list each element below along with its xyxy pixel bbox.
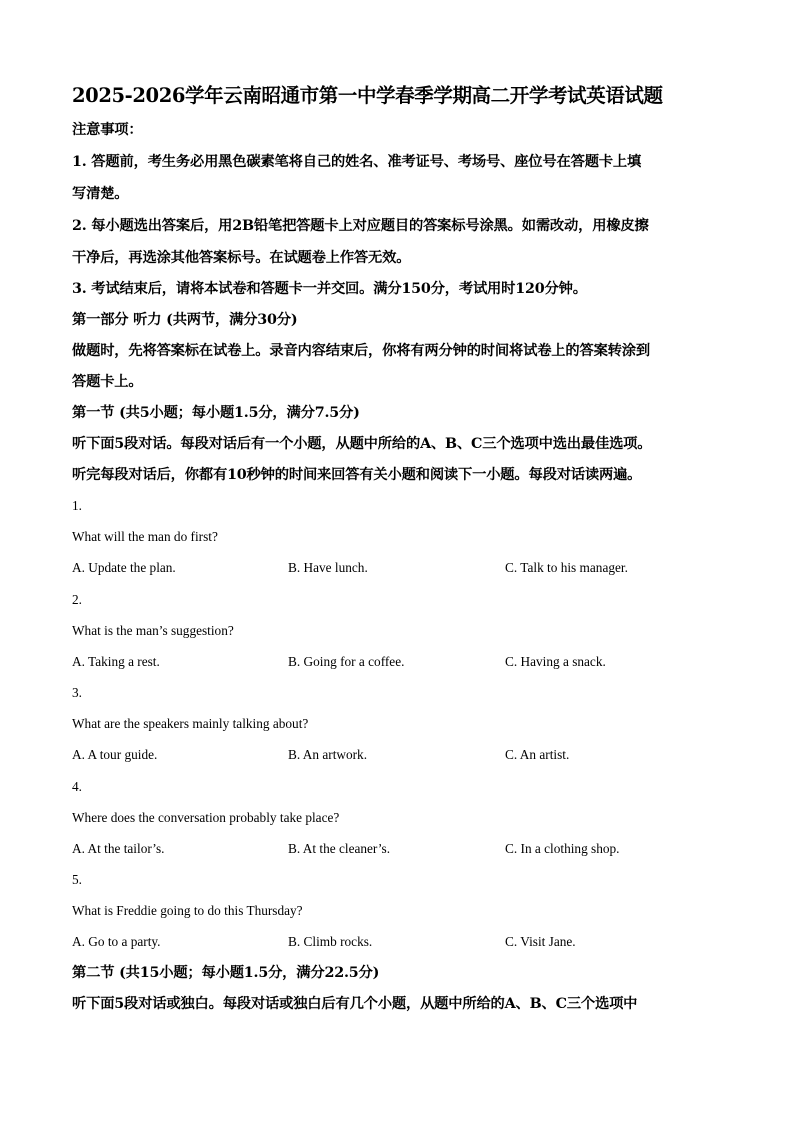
- section2-instruction-line-1: 听下面5段对话或独白。每段对话或独白后有几个小题，从题中所给的A、B、C三个选项中: [72, 996, 638, 1012]
- question-3-option-b: B. An artwork.: [288, 747, 368, 762]
- question-2-stem: What is the man’s suggestion?: [72, 623, 234, 638]
- question-1-option-a: A. Update the plan.: [72, 560, 176, 575]
- question-5-option-b: B. Climb rocks.: [288, 934, 373, 949]
- notice-1-line-1: 1. 答题前，考生务必用黑色碳素笔将自己的姓名、准考证号、考场号、座位号在答题卡上填: [72, 154, 642, 170]
- notice-1-line-2: 写清楚。: [72, 186, 129, 202]
- notice-2-line-2: 干净后，再选涂其他答案标号。在试题卷上作答无效。: [72, 250, 411, 266]
- question-2-number: 2.: [72, 592, 82, 607]
- question-1-number: 1.: [72, 498, 82, 513]
- question-4-option-a: A. At the tailor’s.: [72, 841, 165, 856]
- exam-title: 2025-2026学年云南昭通市第一中学春季学期高二开学考试英语试题: [72, 84, 663, 107]
- question-5-stem: What is Freddie going to do this Thursday?: [72, 903, 303, 918]
- part1-instruction-line-1: 做题时，先将答案标在试卷上。录音内容结束后，你将有两分钟的时间将试卷上的答案转涂到: [72, 343, 650, 359]
- section1-instruction-line-1: 听下面5段对话。每段对话后有一个小题，从题中所给的A、B、C三个选项中选出最佳选项。: [72, 436, 652, 452]
- notice-3: 3. 考试结束后，请将本试卷和答题卡一并交回。满分150分，考试用时120分钟。: [72, 281, 587, 297]
- notice-heading: 注意事项：: [72, 122, 143, 138]
- question-5-option-a: A. Go to a party.: [72, 934, 161, 949]
- question-2-option-a: A. Taking a rest.: [72, 654, 160, 669]
- section2-heading: 第二节 (共15小题；每小题1.5分，满分22.5分): [72, 965, 380, 981]
- question-3-stem: What are the speakers mainly talking about?: [72, 716, 309, 731]
- section1-instruction-line-2: 听完每段对话后，你都有10秒钟的时间来回答有关小题和阅读下一小题。每段对话读两遍。: [72, 467, 642, 483]
- notice-2-line-1: 2. 每小题选出答案后，用2B铅笔把答题卡上对应题目的答案标号涂黑。如需改动，用橡皮擦: [72, 218, 649, 234]
- question-4-option-c: C. In a clothing shop.: [505, 841, 620, 856]
- part1-heading: 第一部分 听力 (共两节，满分30分): [72, 312, 298, 328]
- question-3-option-c: C. An artist.: [505, 747, 570, 762]
- question-4-stem: Where does the conversation probably take place?: [72, 810, 340, 825]
- question-3-option-a: A. A tour guide.: [72, 747, 158, 762]
- question-1-stem: What will the man do first?: [72, 529, 218, 544]
- part1-instruction-line-2: 答题卡上。: [72, 374, 143, 390]
- question-3-number: 3.: [72, 685, 82, 700]
- question-1-option-b: B. Have lunch.: [288, 560, 368, 575]
- question-5-option-c: C. Visit Jane.: [505, 934, 576, 949]
- question-4-option-b: B. At the cleaner’s.: [288, 841, 391, 856]
- section1-heading: 第一节 (共5小题；每小题1.5分，满分7.5分): [72, 405, 360, 421]
- question-5-number: 5.: [72, 872, 82, 887]
- question-4-number: 4.: [72, 779, 82, 794]
- question-1-option-c: C. Talk to his manager.: [505, 560, 628, 575]
- question-2-option-b: B. Going for a coffee.: [288, 654, 405, 669]
- question-2-option-c: C. Having a snack.: [505, 654, 606, 669]
